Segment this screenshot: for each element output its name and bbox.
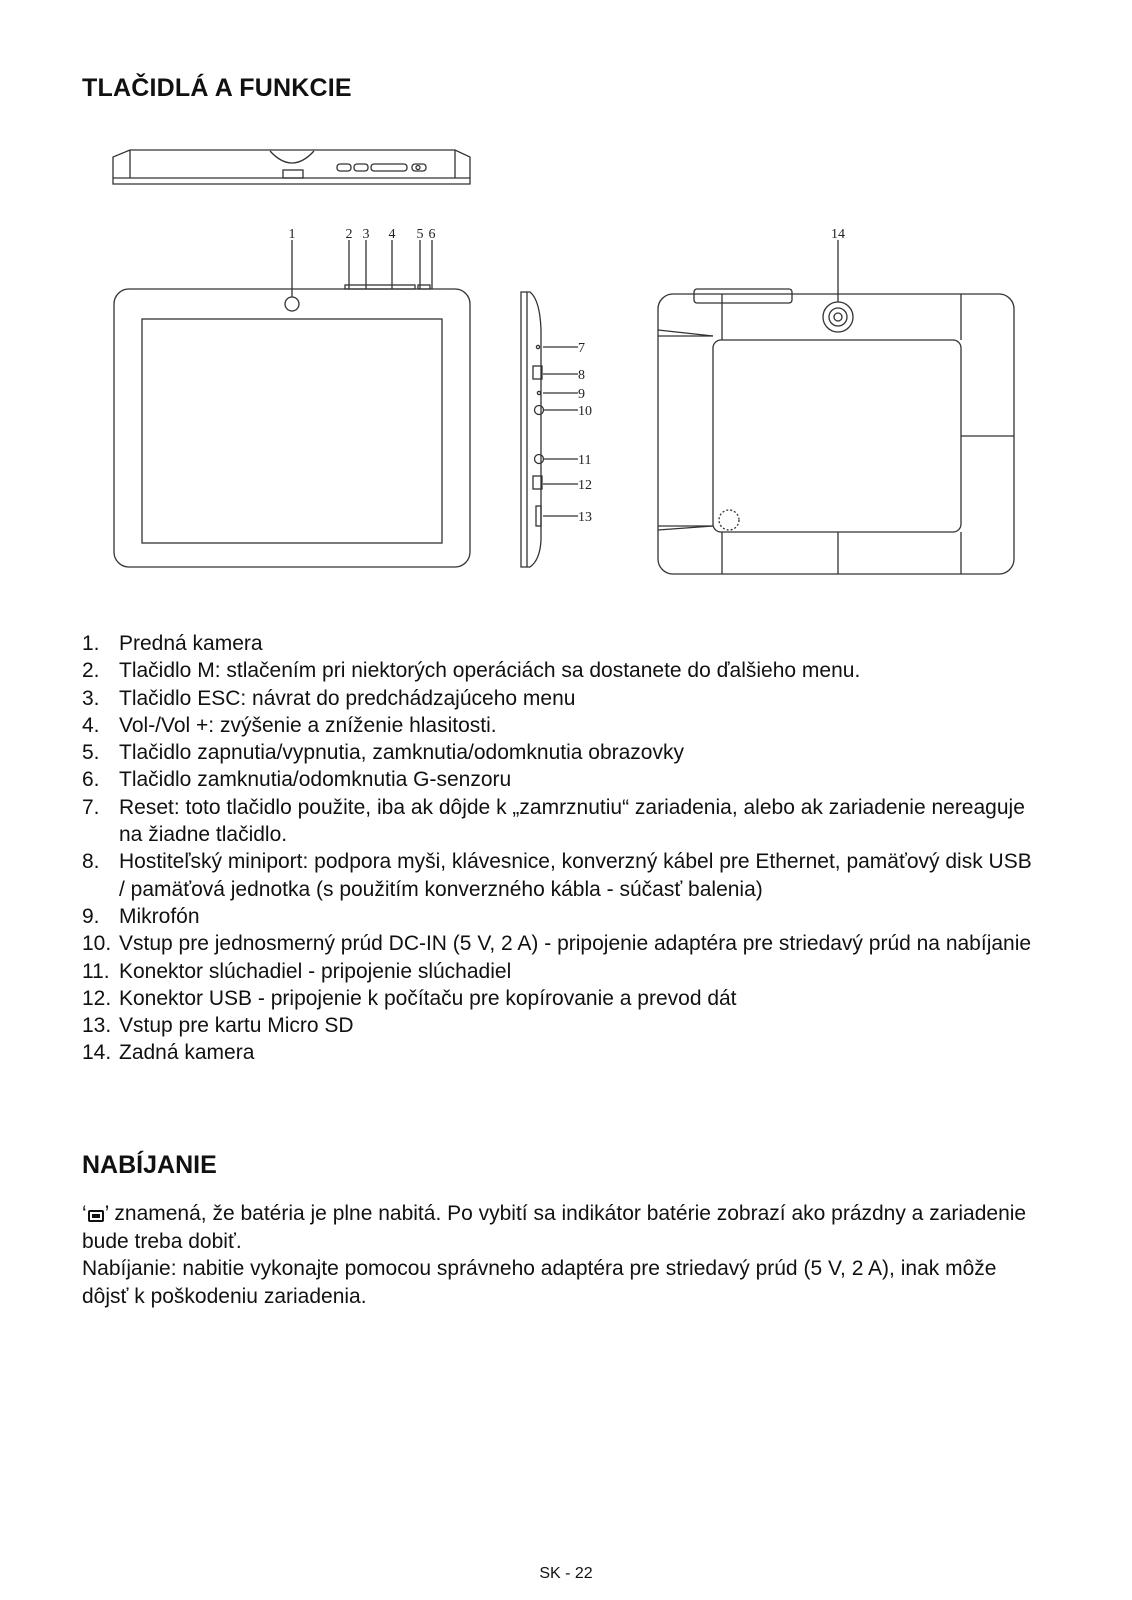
section-heading-buttons: TLAČIDLÁ A FUNKCIE: [82, 74, 352, 102]
label-9: 9: [578, 387, 585, 402]
list-item: 14. Zadná kamera: [82, 1041, 255, 1065]
tablet-side-view: [521, 292, 578, 567]
section-heading-charging: NABÍJANIE: [82, 1151, 217, 1179]
functions-list: [82, 630, 1042, 1067]
list-item: 2. Tlačidlo M: stlačením pri niektorých operáciách sa dostanete do ďalšieho menu.: [82, 659, 861, 683]
label-10: 10: [578, 404, 592, 419]
tablet-back-view: [658, 240, 1014, 574]
tablet-front-view: [114, 240, 470, 567]
charging-text: [82, 1200, 1042, 1310]
label-2: 2: [345, 227, 353, 242]
charging-paragraph-2: Nabíjanie: nabitie vykonajte pomocou správneho adaptéra pre striedavý prúd (5 V, 2 A), inak môže dôjsť k poškodeniu zariadenia.: [82, 1257, 997, 1308]
label-1: 1: [288, 227, 296, 242]
list-item: 13. Vstup pre kartu Micro SD: [82, 1014, 354, 1038]
label-13: 13: [578, 510, 592, 525]
list-item: 6. Tlačidlo zamknutia/odomknutia G-senzoru: [82, 768, 512, 792]
charging-paragraph-1: ‘ ’ znamená, že batéria je plne nabitá. Po vybití sa indikátor batérie zobrazí ako prázdny a zariadenie bude treba dobiť.: [82, 1202, 1027, 1253]
list-item: 7. Reset: toto tlačidlo použite, iba ak dôjde k „zamrznutiu“ zariadenia, alebo ak zariadenie nereaguje na žiadne tlačidlo.: [82, 795, 1025, 847]
label-4: 4: [388, 227, 396, 242]
list-item: 3. Tlačidlo ESC: návrat do predchádzajúceho menu: [82, 686, 576, 710]
label-11: 11: [578, 453, 592, 468]
tablet-diagram: [0, 0, 1132, 600]
label-7: 7: [578, 341, 585, 356]
tablet-top-edge-view: [113, 150, 470, 184]
list-item: 8. Hostiteľský miniport: podpora myši, klávesnice, konverzný kábel pre Ethernet, pamäťový disk USB / pamäťová jednotka (s použitím konverzného kábla - súčasť balenia): [82, 850, 1032, 901]
list-item: 1. Predná kamera: [82, 632, 263, 655]
list-item: 11. Konektor slúchadiel - pripojenie slúchadiel: [82, 959, 512, 983]
label-3: 3: [362, 227, 370, 242]
list-item: 10. Vstup pre jednosmerný prúd DC-IN (5 V, 2 A) - pripojenie adaptéra pre striedavý prúd na nabíjanie: [82, 932, 1032, 956]
list-item: 9. Mikrofón: [82, 904, 200, 928]
label-14: 14: [831, 227, 845, 242]
list-item: 12. Konektor USB - pripojenie k počítaču pre kopírovanie a prevod dát: [82, 986, 737, 1010]
label-6: 6: [428, 227, 436, 242]
list-item: 5. Tlačidlo zapnutia/vypnutia, zamknutia/odomknutia obrazovky: [82, 741, 684, 765]
label-8: 8: [578, 368, 585, 383]
battery-full-icon: [88, 1210, 104, 1222]
list-item: 4. Vol-/Vol +: zvýšenie a zníženie hlasitosti.: [82, 713, 497, 737]
label-5: 5: [416, 227, 424, 242]
label-12: 12: [578, 478, 592, 493]
page-number: SK - 22: [539, 1565, 593, 1582]
